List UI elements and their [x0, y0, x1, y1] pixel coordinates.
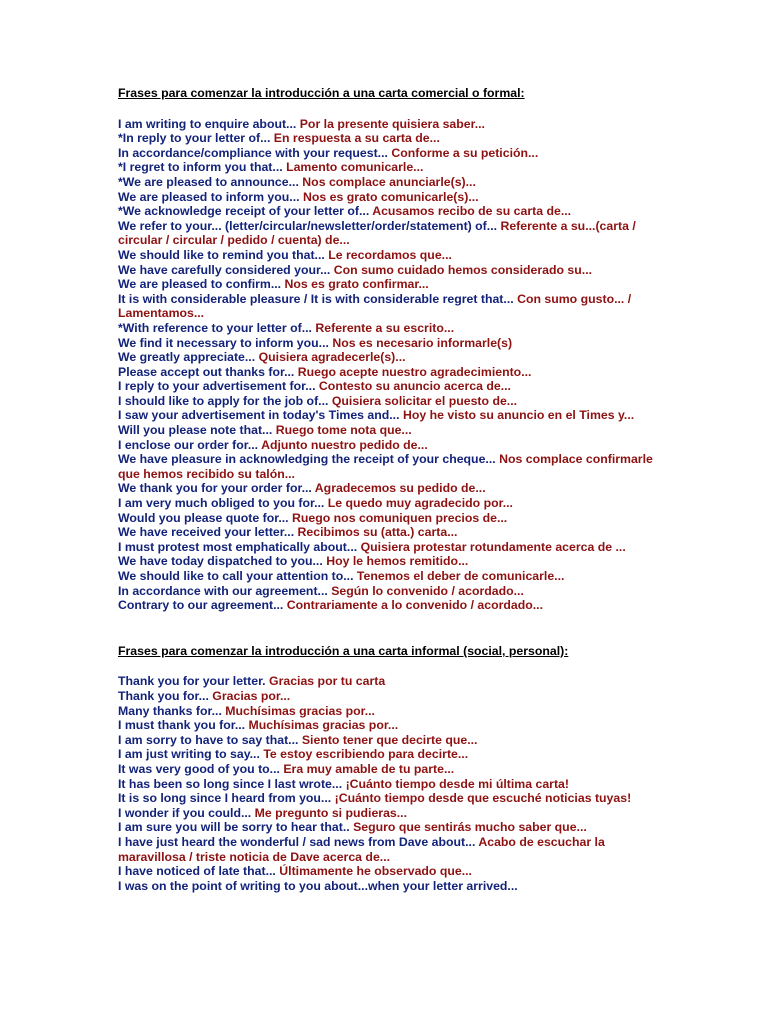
english-phrase: We have carefully considered your... [118, 262, 331, 277]
spanish-translation: Nos es necesario informarle(s) [332, 335, 513, 350]
phrase-item [118, 835, 663, 864]
spanish-translation: En respuesta a su carta de... [273, 131, 440, 146]
spanish-translation: Lamento comunicarle... [286, 160, 424, 175]
spanish-translation: Quisiera protestar rotundamente acerca de ... [360, 539, 626, 554]
phrase-item [118, 481, 663, 496]
phrase-item [118, 704, 663, 719]
phrase-item [118, 762, 663, 777]
english-phrase: Thank you for... [118, 688, 209, 703]
english-phrase: *With reference to your letter of... [118, 320, 312, 335]
english-phrase: We are pleased to inform you... [118, 189, 300, 204]
english-phrase: I was on the point of writing to you about...when your letter arrived... [118, 878, 518, 893]
phrase-item [118, 190, 663, 205]
spanish-translation: Quisiera agradecerle(s)... [258, 350, 406, 365]
phrase-item [118, 277, 663, 292]
spanish-translation: Nos complace confirmarle que hemos recibido su talón... [118, 452, 653, 481]
spacer [118, 658, 663, 674]
spanish-translation: Te estoy escribiendo para decirte... [263, 747, 469, 762]
spanish-translation: Gracias por tu carta [269, 674, 386, 689]
english-phrase: We thank you for your order for... [118, 481, 312, 496]
phrase-item [118, 777, 663, 792]
phrase-item [118, 689, 663, 704]
phrase-item [118, 423, 663, 438]
english-phrase: It is with considerable pleasure / It is with considerable regret that... [118, 291, 514, 306]
spanish-translation: Hoy le hemos remitido... [326, 554, 469, 569]
english-phrase: We have today dispatched to you... [118, 554, 323, 569]
phrase-item [118, 117, 663, 132]
spanish-translation: Tenemos el deber de comunicarle... [356, 569, 565, 583]
spanish-translation: Contesto su anuncio acerca de... [318, 379, 511, 394]
spanish-translation: Según lo convenido / acordado... [331, 583, 524, 598]
english-phrase: We have received your letter... [118, 525, 295, 540]
phrase-item [118, 806, 663, 821]
phrase-item [118, 248, 663, 263]
phrase-item [118, 379, 663, 394]
phrase-item [118, 540, 663, 555]
informal-phrase-list [118, 674, 663, 893]
spanish-translation: Contrariamente a lo convenido / acordado... [286, 598, 544, 613]
formal-section [118, 86, 663, 613]
spanish-translation: Referente a su...(carta / circular / circular / pedido / cuenta) de... [118, 218, 636, 248]
english-phrase: We greatly appreciate... [118, 350, 256, 365]
section-heading-informal: Frases para comenzar la introducción a una carta informal (social, personal): [118, 643, 569, 658]
formal-phrase-list [118, 117, 663, 613]
english-phrase: I saw your advertisement in today's Times and... [118, 408, 400, 423]
spanish-translation: Últimamente he observado que... [279, 864, 472, 879]
phrase-item [118, 219, 663, 248]
spanish-translation: Acabo de escuchar la maravillosa / triste noticia de Dave acerca de... [118, 834, 605, 864]
spanish-translation: Me pregunto si pudieras... [254, 805, 408, 820]
phrase-item [118, 525, 663, 540]
english-phrase: I am sorry to have to say that... [118, 732, 299, 747]
english-phrase: We refer to your... (letter/circular/newsletter/order/statement) of... [118, 218, 498, 233]
english-phrase: We should like to remind you that... [118, 247, 325, 262]
phrase-item [118, 569, 663, 584]
spanish-translation: Muchísimas gracias por... [248, 718, 399, 733]
phrase-item [118, 733, 663, 748]
english-phrase: It has been so long since I last wrote... [118, 776, 343, 791]
phrase-item [118, 452, 663, 481]
spanish-translation: Muchísimas gracias por... [225, 703, 375, 718]
spanish-translation: Adjunto nuestro pedido de... [261, 437, 428, 452]
spanish-translation: Nos es grato confirmar... [284, 277, 429, 292]
english-phrase: I reply to your advertisement for... [118, 379, 316, 394]
phrase-item [118, 204, 663, 219]
informal-section [118, 644, 663, 894]
spanish-translation: Hoy he visto su anuncio en el Times y... [402, 408, 635, 423]
english-phrase: I should like to apply for the job of... [118, 393, 329, 408]
english-phrase: I must protest most emphatically about... [118, 539, 358, 554]
phrase-item [118, 438, 663, 453]
section-heading-formal: Frases para comenzar la introducción a una carta comercial o formal: [118, 86, 525, 100]
english-phrase: I am just writing to say... [118, 747, 260, 762]
phrase-item [118, 336, 663, 351]
spanish-translation: Quisiera solicitar el puesto de... [331, 393, 518, 408]
spanish-translation: Con sumo cuidado hemos considerado su... [333, 262, 593, 277]
spacer [118, 101, 663, 117]
spanish-translation: Ruego nos comuniquen precios de... [292, 510, 508, 525]
english-phrase: I have just heard the wonderful / sad news from Dave about... [118, 834, 476, 849]
phrase-item [118, 131, 663, 146]
english-phrase: *In reply to your letter of... [118, 131, 271, 146]
phrase-item [118, 350, 663, 365]
english-phrase: We should like to call your attention to... [118, 569, 354, 583]
spanish-translation: ¡Cuánto tiempo desde que escuché noticias tuyas! [334, 791, 632, 806]
spanish-translation: Referente a su escrito... [315, 320, 455, 335]
phrase-item [118, 674, 663, 689]
phrase-item [118, 408, 663, 423]
phrase-item [118, 511, 663, 526]
phrase-item [118, 292, 663, 321]
section-divider-space [118, 613, 663, 644]
phrase-item [118, 365, 663, 380]
spanish-translation: Nos complace anunciarle(s)... [302, 174, 476, 189]
english-phrase: I must thank you for... [118, 718, 246, 733]
spanish-translation: Era muy amable de tu parte... [283, 761, 455, 776]
english-phrase: We are pleased to confirm... [118, 277, 282, 292]
phrase-item [118, 598, 663, 613]
phrase-item [118, 747, 663, 762]
spanish-translation: Agradecemos su pedido de... [314, 481, 486, 496]
english-phrase: Contrary to our agreement... [118, 598, 284, 613]
phrase-item [118, 496, 663, 511]
english-phrase: In accordance/compliance with your request... [118, 145, 388, 160]
spanish-translation: Siento tener que decirte que... [301, 732, 478, 747]
english-phrase: I enclose our order for... [118, 437, 259, 452]
phrase-item [118, 820, 663, 835]
english-phrase: We find it necessary to inform you... [118, 335, 329, 350]
spanish-translation: ¡Cuánto tiempo desde mi última carta! [345, 776, 569, 791]
spanish-translation: Recibimos su (atta.) carta... [297, 525, 458, 540]
english-phrase: Please accept out thanks for... [118, 364, 295, 379]
phrase-item [118, 160, 663, 175]
spanish-translation: Le quedo muy agradecido por... [327, 496, 513, 511]
spanish-translation: Acusamos recibo de su carta de... [372, 204, 572, 219]
english-phrase: I am writing to enquire about... [118, 116, 297, 131]
spanish-translation: Gracias por... [212, 688, 291, 703]
english-phrase: I wonder if you could... [118, 805, 252, 820]
english-phrase: It was very good of you to... [118, 761, 280, 776]
phrase-item [118, 879, 663, 894]
phrase-item [118, 554, 663, 569]
english-phrase: I am sure you will be sorry to hear that.. [118, 820, 350, 835]
english-phrase: Would you please quote for... [118, 510, 289, 525]
spanish-translation: Seguro que sentirás mucho saber que... [353, 820, 587, 835]
spanish-translation: Conforme a su petición... [391, 145, 539, 160]
english-phrase: *We are pleased to announce... [118, 174, 299, 189]
phrase-item [118, 263, 663, 278]
english-phrase: I am very much obliged to you for... [118, 496, 325, 511]
spanish-translation: Nos es grato comunicarle(s)... [302, 189, 479, 204]
english-phrase: In accordance with our agreement... [118, 583, 328, 598]
spanish-translation: Por la presente quisiera saber... [299, 116, 485, 131]
spanish-translation: Le recordamos que... [328, 247, 452, 262]
spanish-translation: Con sumo gusto... / Lamentamos... [118, 291, 632, 321]
phrase-item [118, 864, 663, 879]
phrase-item [118, 718, 663, 733]
spanish-translation: Ruego tome nota que... [275, 423, 412, 438]
english-phrase: It is so long since I heard from you... [118, 791, 332, 806]
phrase-item [118, 584, 663, 599]
document-page [118, 86, 663, 893]
english-phrase: *We acknowledge receipt of your letter of... [118, 204, 370, 219]
english-phrase: We have pleasure in acknowledging the receipt of your cheque... [118, 452, 496, 467]
phrase-item [118, 146, 663, 161]
phrase-item [118, 791, 663, 806]
english-phrase: Many thanks for... [118, 703, 222, 718]
phrase-item [118, 394, 663, 409]
spanish-translation: Ruego acepte nuestro agradecimiento... [297, 364, 532, 379]
phrase-item [118, 175, 663, 190]
english-phrase: Thank you for your letter. [118, 674, 266, 689]
phrase-item [118, 321, 663, 336]
english-phrase: Will you please note that... [118, 423, 273, 438]
english-phrase: I have noticed of late that... [118, 864, 276, 879]
english-phrase: *I regret to inform you that... [118, 160, 283, 175]
